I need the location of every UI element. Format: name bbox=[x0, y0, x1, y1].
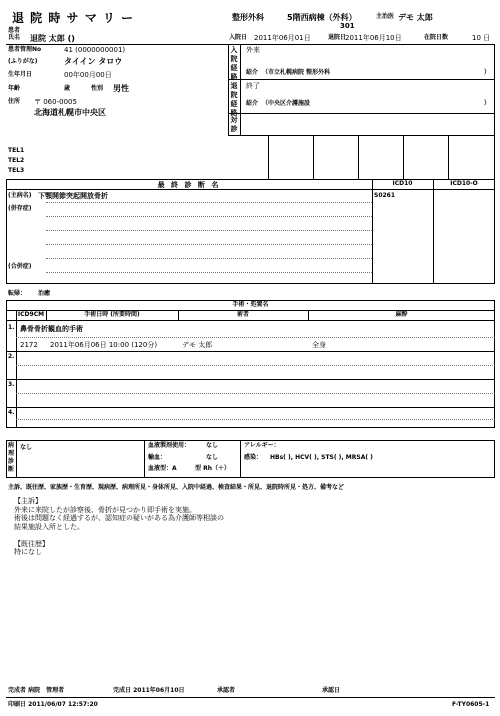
age-label: 年齢 bbox=[8, 85, 21, 92]
narrative-line: 【主訴】 bbox=[14, 497, 42, 505]
discharge-referral: （中央区介護施設 bbox=[262, 100, 311, 107]
transfusion-label: 輸血： bbox=[148, 454, 167, 461]
tel3-label: TEL3 bbox=[8, 167, 25, 174]
name-label-1: 患者 bbox=[8, 27, 21, 34]
admission-referral: （市立札幌病院 整形外科 bbox=[262, 69, 331, 76]
surgery-row-3-num: 3. bbox=[8, 381, 15, 388]
surgery-row-1-surgeon: デモ 太郎 bbox=[182, 341, 213, 349]
room-number: 301 bbox=[340, 22, 355, 30]
main-diagnosis-label: (主病名) bbox=[8, 192, 32, 199]
col-surgeon: 術者 bbox=[236, 311, 249, 318]
pathology-value: なし bbox=[20, 444, 33, 451]
outcome-label: 転帰： bbox=[8, 290, 27, 297]
patient-sex: 男性 bbox=[113, 84, 129, 93]
narrative-line: 外来に来院したが診察後、骨折が見つかり即手術を実施。 bbox=[14, 505, 196, 514]
completed-by: 完成者 病院 管理者 bbox=[8, 687, 65, 694]
blood-type-label: 血液型：A bbox=[148, 465, 177, 472]
approver-label: 承認者 bbox=[217, 687, 236, 694]
narrative-heading: 主訴、既往歴、家族歴・生育歴、現病歴、病理所見・身体所見、入院中経過、検査結果・所見、退院時所見・処方、備考など bbox=[8, 484, 345, 491]
narrative-line: 術後は問題なく経過するが、認知症の疑いがある為介護師等相談の bbox=[14, 514, 224, 522]
printed-date: 印刷日 2011/06/07 12:57:20 bbox=[8, 701, 98, 708]
transfusion: なし bbox=[206, 454, 219, 461]
document-title: 退 院 時 サ マ リ ー bbox=[12, 11, 135, 25]
admission-route-label: 入院経路 bbox=[230, 46, 238, 81]
patient-name: 退院 太郎 () bbox=[30, 34, 75, 43]
col-icd9cm: ICD9CM bbox=[17, 311, 45, 318]
patient-address: 北海道札幌市中央区 bbox=[34, 108, 106, 117]
complication-label: (合併症) bbox=[8, 263, 32, 270]
attending-physician: デモ 太郎 bbox=[398, 13, 433, 22]
discharge-referral-label: 紹介 bbox=[246, 100, 259, 107]
concurrent-label: (併存症) bbox=[8, 205, 32, 212]
pathology-label: 病理診断 bbox=[7, 442, 14, 473]
ward: 5階西病棟（外科） bbox=[287, 13, 357, 22]
icd10o-header: ICD10-O bbox=[450, 180, 478, 187]
tel1-label: TEL1 bbox=[8, 147, 25, 154]
main-diagnosis: 下顎開節突起開放骨折 bbox=[38, 192, 108, 200]
patient-id-label: 患者管理No bbox=[8, 46, 42, 53]
admit-label: 入院日 bbox=[229, 34, 248, 41]
admit-date: 2011年06月01日 bbox=[254, 34, 311, 42]
attending-label: 主治医 bbox=[376, 13, 395, 20]
narrative-line: 結果施設入所とした。 bbox=[14, 522, 84, 531]
col-anesthesia: 麻酔 bbox=[395, 311, 408, 318]
patient-dob: 00年00月00日 bbox=[64, 71, 112, 79]
outcome-value: 治癒 bbox=[38, 290, 51, 297]
stay-days-label: 在院日数 bbox=[424, 34, 449, 41]
blood-product-label: 血液製剤使用： bbox=[148, 442, 191, 449]
rh-type: 型 Rh（＋） bbox=[195, 465, 230, 472]
patient-id: 41 (0000000001) bbox=[64, 46, 126, 54]
form-id: F-TY0605-1 bbox=[452, 701, 490, 708]
surgery-row-1-num: 1. bbox=[8, 324, 15, 331]
surgery-row-1-anesthesia: 全身 bbox=[312, 341, 326, 349]
main-diagnosis-code: S0261 bbox=[374, 192, 396, 199]
allergy-label: アレルギー： bbox=[244, 442, 280, 449]
approved-date-label: 承認日 bbox=[322, 687, 341, 694]
infection-label: 感染： bbox=[244, 454, 263, 461]
sex-label: 性別 bbox=[91, 85, 104, 92]
infection-status: HBs( ), HCV( ), STS( ), MRSA( ) bbox=[270, 454, 373, 461]
admission-referral-close: ） bbox=[484, 69, 491, 76]
discharge-date: 2011年06月10日 bbox=[345, 34, 402, 42]
admission-referral-label: 紹介 bbox=[246, 69, 259, 76]
kana-label: (ふりがな) bbox=[8, 58, 38, 65]
discharge-label: 退院日 bbox=[328, 34, 347, 41]
blood-product: なし bbox=[206, 442, 219, 449]
discharge-route-label: 退院経路 bbox=[230, 82, 238, 117]
narrative-line: 【既往歴】 bbox=[14, 539, 49, 548]
completed-date: 完成日 2011年06月10日 bbox=[113, 687, 185, 694]
stay-days: 10 日 bbox=[472, 34, 491, 42]
tel2-label: TEL2 bbox=[8, 157, 25, 164]
consultation-label: 対診 bbox=[230, 116, 238, 133]
narrative-line bbox=[14, 531, 224, 540]
age-unit: 歳 bbox=[64, 85, 71, 92]
surgery-row-4-num: 4. bbox=[8, 409, 15, 416]
diagnosis-header: 最 終 診 断 名 bbox=[157, 181, 221, 189]
discharge-route: 終了 bbox=[246, 82, 260, 90]
surgery-header: 手術・処置名 bbox=[232, 301, 269, 308]
narrative-line: 特になし bbox=[14, 548, 42, 556]
dob-label: 生年月日 bbox=[8, 71, 33, 78]
department: 整形外科 bbox=[232, 13, 264, 22]
admission-route: 外来 bbox=[246, 46, 260, 54]
surgery-row-1-name: 鼻骨骨折観血的手術 bbox=[20, 325, 83, 333]
discharge-referral-close: ） bbox=[484, 100, 491, 107]
address-label: 住所 bbox=[8, 98, 21, 105]
icd10-header: ICD10 bbox=[392, 180, 413, 187]
postal-code: 〒 060-0005 bbox=[34, 98, 77, 106]
col-datetime: 手術日時 (所要時間) bbox=[84, 311, 140, 318]
narrative-body bbox=[14, 497, 224, 557]
surgery-row-1-code: 2172 bbox=[20, 341, 38, 349]
surgery-row-1-datetime: 2011年06月06日 10:00 (120分) bbox=[50, 341, 158, 349]
name-label-2: 氏名 bbox=[8, 34, 21, 41]
patient-kana: タイイン タロウ bbox=[64, 57, 123, 66]
surgery-row-2-num: 2. bbox=[8, 353, 15, 360]
